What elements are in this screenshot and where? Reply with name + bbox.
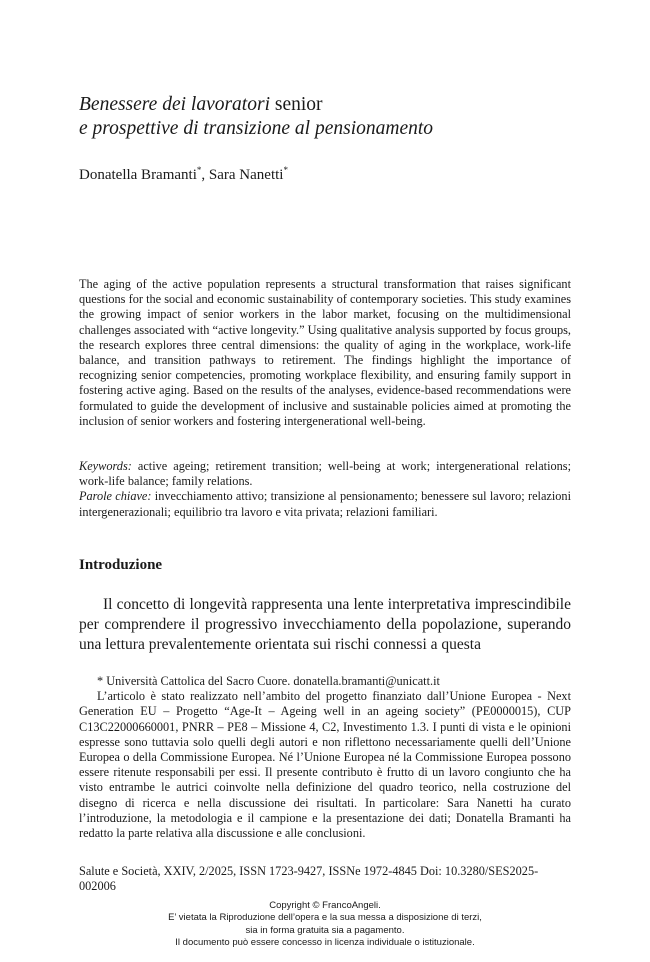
footnote-affiliation: * Università Cattolica del Sacro Cuore. donatella.bramanti@unicatt.it xyxy=(97,674,440,688)
keywords xyxy=(79,459,571,489)
article-title xyxy=(79,93,571,141)
intro-text: Il concetto di longevità rappresenta una lente interpretativa imprescindibile per comprendere il progressivo invecchiamento della popolazione, superando una lettura prevalentemente orientata sui rischi connessi a questa xyxy=(79,596,571,653)
parole-chiave xyxy=(79,489,571,519)
title-line-1 xyxy=(79,93,571,117)
copyright-line: Copyright © FrancoAngeli. xyxy=(269,900,381,911)
section-heading: Introduzione xyxy=(79,557,163,573)
keywords-label: Keywords: xyxy=(79,459,132,473)
affiliation-mark: * xyxy=(196,165,202,175)
parole-chiave-text: invecchiamento attivo; transizione al pensionamento; benessere sul lavoro; relazioni intergenerazionali; equilibrio tra lavoro e vita privata; relazioni familiari. xyxy=(79,489,571,519)
journal-citation: Salute e Società, XXIV, 2/2025, ISSN 1723-9427, ISSNe 1972-4845 Doi: 10.3280/SES2025-002006 xyxy=(79,864,539,893)
keywords-text: active ageing; retirement transition; well-being at work; intergenerational relations; work-life balance; family relations. xyxy=(79,459,571,489)
title-italic-part: Benessere dei lavoratori xyxy=(79,94,270,115)
copyright-line: sia in forma gratuita sia a pagamento. xyxy=(245,924,405,936)
title-line-2: e prospettive di transizione al pensionamento xyxy=(79,118,434,139)
author-name: Sara Nanetti xyxy=(208,167,284,183)
copyright-line: E’ vietata la Riproduzione dell’opera e la sua messa a disposizione di terzi, xyxy=(168,912,482,924)
keywords-block xyxy=(79,459,571,520)
copyright-line: Il documento può essere concesso in licenza individuale o istituzionale. xyxy=(175,937,475,949)
footnotes xyxy=(79,674,571,841)
author-name: Donatella Bramanti xyxy=(79,167,197,183)
affiliation-mark: * xyxy=(283,165,288,175)
copyright-notice xyxy=(0,900,650,950)
author-separator: , xyxy=(201,167,209,183)
abstract: The aging of the active population represents a structural transformation that raises significant questions for the social and economic sustainability of contemporary societies. This study examines the growing impact of senior workers in the labor market, focusing on the multidimensional challenges associated with “active longevity.” Using qualitative analysis supported by focus groups, the research explores three central dimensions: the quality of aging in the workplace, work-life balance, and transition pathways to retirement. The findings highlight the importance of recognizing senior competencies, promoting workplace flexibility, and ensuring family support in fostering active aging. Based on the results of the analyses, evidence-based recommendations were formulated to guide the development of inclusive and sustainable policies aimed at promoting the inclusion of senior workers and fostering intergenerational well-being. xyxy=(79,277,571,428)
title-upright-part: senior xyxy=(274,94,323,115)
author-list xyxy=(79,166,571,184)
footnote-funding: L’articolo è stato realizzato nell’ambito del progetto finanziato dall’Unione Europea - Next Generation EU – Progetto “Age-It – Ageing well in an ageing society” (PE0000015), CUP C13C22000660001, PNRR – PE8 – Missione 4, C2, Investimento 1.3. I punti di vista e le opinioni espresse sono tuttavia solo quelli degli autori e non riflettono necessariamente quelli dell’Unione Europea o della Commissione Europea. Né l’Unione Europea né la Commissione Europea possono essere ritenute responsabili per essi. Il presente contributo è frutto di un lavoro congiunto che ha visto entrambe le autrici coinvolte nella definizione del quadro teorico, nella costruzione del disegno di ricerca e nella discussione dei risultati. In particolare: Sara Nanetti ha curato l’introduzione, la metodologia e il campione e la presentazione dei dati; Donatella Bramanti ha redatto la parte relativa alla discussione e alle conclusioni. xyxy=(79,689,571,841)
parole-chiave-label: Parole chiave: xyxy=(79,489,152,504)
intro-paragraph xyxy=(79,595,571,655)
